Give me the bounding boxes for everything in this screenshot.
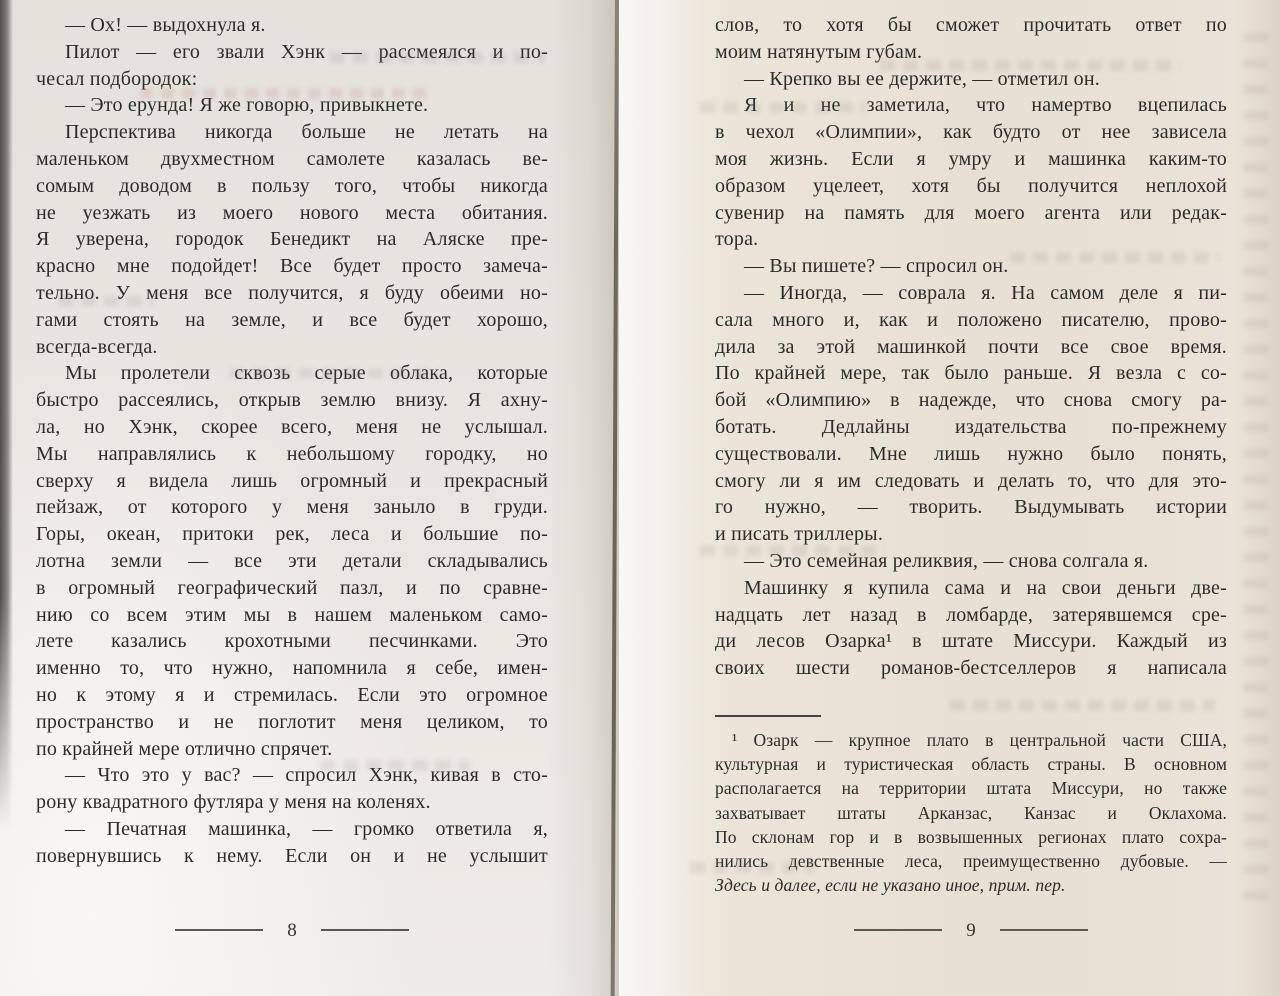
paragraph bbox=[715, 575, 1227, 682]
page-number-right: 9 bbox=[966, 919, 976, 941]
text-line: не уезжать из моего нового места обитания. bbox=[36, 201, 548, 224]
page-left-text bbox=[36, 12, 548, 870]
text-line: своих шести романов-бестселлеров я написала bbox=[715, 657, 1227, 680]
text-line: По крайней мере, так было раньше. Я везла с со- bbox=[715, 362, 1227, 385]
text-line: лете казались крохотными песчинками. Это bbox=[36, 630, 548, 653]
paragraph bbox=[715, 253, 1227, 280]
text-line: в огромный географический пазл, и по сравне- bbox=[36, 576, 548, 599]
text-line: повернувшись к нему. Если он и не услышит bbox=[36, 844, 548, 867]
page-right-footer bbox=[715, 917, 1227, 943]
text-line: Пилот — его звали Хэнк — рассмеялся и по- bbox=[65, 40, 548, 63]
text-line: но к этому я и стремилась. Если это огромное bbox=[36, 683, 548, 706]
text-line: бой «Олимпию» в надежде, что снова смогу ра- bbox=[715, 389, 1227, 412]
text-line: сала много и, как и положено писателю, прово- bbox=[715, 308, 1227, 331]
paragraph bbox=[36, 39, 548, 93]
paragraph bbox=[36, 119, 548, 360]
text-line: — Крепко вы ее держите, — отметил он. bbox=[744, 67, 1100, 90]
text-line: — Вы пишете? — спросил он. bbox=[744, 255, 1009, 278]
footer-rule-icon bbox=[175, 929, 263, 931]
text-line: по крайней мере отлично спрячет. bbox=[36, 737, 333, 760]
text-line: ботать. Дедлайны издательства по-прежнему bbox=[715, 415, 1227, 438]
footnote-line: ¹ Озарк — крупное плато в центральной части США, bbox=[732, 730, 1227, 750]
text-line: — Ох! — выдохнула я. bbox=[65, 14, 266, 36]
text-line: в чехол «Олимпии», как будто от нее зависела bbox=[715, 121, 1227, 144]
page-right bbox=[619, 0, 1280, 996]
text-line: надцать лет назад в ломбарде, затерявшемся сре- bbox=[715, 603, 1227, 626]
footnote-line: По склонам гор и в возвышенных регионах плато сохра- bbox=[715, 826, 1227, 847]
text-line: красно мне подойдет! Все будет просто замеча- bbox=[36, 255, 548, 278]
text-line: образом уцелеет, хотя бы получится неплохой bbox=[715, 174, 1227, 197]
text-line: — Что это у вас? — спросил Хэнк, кивая в сто- bbox=[65, 764, 548, 787]
text-line: слов, то хотя бы сможет прочитать ответ по bbox=[715, 14, 1227, 36]
text-line: лотна земли — все эти детали складывались bbox=[36, 549, 548, 572]
text-line: быстро рассеялись, открыв землю внизу. Я ахну- bbox=[36, 389, 548, 412]
text-line: рону квадратного футляра у меня на коленях. bbox=[36, 791, 431, 814]
text-line: дила за этой машинкой почти все свое время. bbox=[715, 335, 1227, 358]
paragraph bbox=[715, 280, 1227, 548]
text-line: тора. bbox=[715, 228, 759, 251]
page-left-footer bbox=[36, 917, 548, 943]
text-line: гами стоять на земле, и все будет хорошо, bbox=[36, 308, 548, 331]
footer-rule-icon bbox=[321, 929, 409, 931]
footnote bbox=[715, 728, 1227, 897]
text-line: Я и не заметила, что намертво вцепилась bbox=[744, 94, 1227, 117]
text-line: Горы, океан, притоки рек, леса и большие по- bbox=[36, 523, 548, 546]
text-line: тельно. У меня все получится, я буду обеими но- bbox=[36, 281, 548, 304]
paragraph bbox=[715, 12, 1227, 66]
footnote-line: Здесь и далее, если не указано иное, прим. пер. bbox=[715, 875, 1066, 896]
text-line: Я уверена, городок Бенедикт на Аляске пре- bbox=[36, 228, 548, 251]
text-line: Мы пролетели сквозь серые облака, которые bbox=[65, 362, 548, 385]
footnote-line: культурная и туристическая область страны. В основном bbox=[715, 754, 1227, 775]
text-line: сувенир на память для моего агента или редак- bbox=[715, 201, 1227, 224]
page-right-text bbox=[715, 12, 1227, 682]
text-line: именно то, что нужно, напомнила я себе, имен- bbox=[36, 657, 548, 680]
footnote-line: нились девственные леса, преимущественно дубовые. — bbox=[715, 850, 1227, 871]
text-line: Мы направлялись к небольшому городку, но bbox=[36, 442, 548, 465]
footnote-separator bbox=[715, 715, 821, 717]
paragraph bbox=[36, 92, 548, 119]
text-line: — Это семейная реликвия, — снова солгала я. bbox=[744, 549, 1149, 572]
text-line: моя жизнь. Если я умру и машинка каким-то bbox=[715, 147, 1227, 170]
text-line: нию со всем этим мы в нашем маленьком само- bbox=[36, 603, 548, 626]
paragraph bbox=[36, 12, 548, 39]
text-line: ла, но Хэнк, скорее всего, меня не услышал. bbox=[36, 415, 548, 438]
text-line: смогу ли я им следовать и делать то, что для это- bbox=[715, 469, 1227, 492]
paragraph bbox=[715, 66, 1227, 93]
paragraph bbox=[36, 816, 548, 870]
text-line: сомым доводом в пользу того, чтобы никогда bbox=[36, 174, 548, 197]
text-line: сверху я видела лишь огромный и прекрасный bbox=[36, 469, 548, 492]
footer-rule-icon bbox=[1000, 929, 1088, 931]
paragraph bbox=[715, 92, 1227, 253]
book-fore-edge bbox=[1232, 0, 1280, 996]
paragraph bbox=[36, 762, 548, 816]
text-line: пейзаж, от которого у меня заныло в груди. bbox=[36, 496, 548, 519]
text-line: моим натянутым губам. bbox=[715, 40, 923, 63]
text-line: пространство и не поглотит меня целиком, то bbox=[36, 710, 548, 733]
text-line: го нужно, — творить. Выдумывать истории bbox=[715, 496, 1227, 519]
text-line: — Это ерунда! Я же говорю, привыкнете. bbox=[65, 94, 429, 117]
footnote-line: захватывает штаты Арканзас, Канзас и Оклахома. bbox=[715, 802, 1227, 823]
footer-rule-icon bbox=[854, 929, 942, 931]
paragraph bbox=[715, 548, 1227, 575]
page-left bbox=[0, 0, 618, 996]
text-line: — Иногда, — соврала я. На самом деле я пи- bbox=[744, 281, 1227, 304]
text-line: чесал подбородок: bbox=[36, 67, 198, 90]
text-line: маленьком двухместном самолете казалась ве- bbox=[36, 147, 548, 170]
text-line: всегда-всегда. bbox=[36, 335, 158, 358]
text-line: ди лесов Озарка¹ в штате Миссури. Каждый из bbox=[715, 630, 1227, 653]
text-line: Перспектива никогда больше не летать на bbox=[65, 121, 548, 144]
text-line: и писать триллеры. bbox=[715, 523, 884, 546]
text-line: существовали. Мне лишь нужно было понять, bbox=[715, 442, 1227, 465]
text-line: Машинку я купила сама и на свои деньги две- bbox=[744, 576, 1227, 599]
paragraph bbox=[36, 360, 548, 762]
text-line: — Печатная машинка, — громко ответила я, bbox=[65, 817, 548, 840]
book-left-edge-shadow bbox=[0, 0, 13, 830]
page-number-left: 8 bbox=[287, 919, 297, 941]
footnote-line: располагается на территории штата Миссури, но также bbox=[715, 778, 1227, 799]
